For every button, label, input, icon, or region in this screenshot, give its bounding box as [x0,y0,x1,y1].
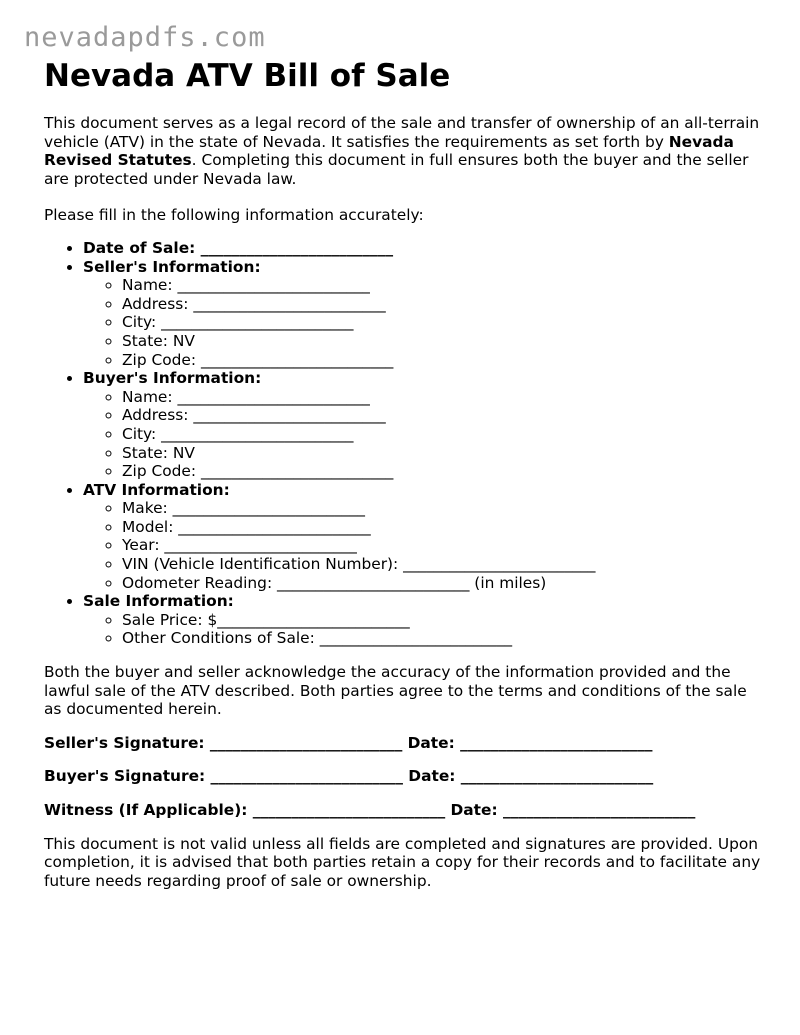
validity-notice: This document is not valid unless all fields are completed and signatures are provided. Upon completion, it is advised that both parties retain a copy for their records and to facilitate any future needs regarding proof of sale or ownership. [44,834,761,890]
seller-name-field: ◦ Name: _________________________ [122,276,764,295]
list-item [83,258,764,370]
buyer-signature-line: Buyer's Signature: _________________________ Date: _________________________ [44,767,654,786]
seller-city-field: ◦ City: _________________________ [122,313,764,332]
list-item [83,592,764,648]
buyer-zip-field: ◦ Zip Code: _________________________ [122,462,764,481]
list-item [83,239,764,258]
atv-odometer-field: ◦ Odometer Reading: _________________________ (in miles) [122,574,764,593]
witness-signature-line: Witness (If Applicable): _________________________ Date: _________________________ [44,801,696,819]
sale-price-field: ◦ Sale Price: $_________________________ [122,611,764,630]
intro-text-1: This document serves as a legal record of the sale and transfer of ownership of an all-terrain vehicle (ATV) in the state of Nevada. It satisfies the requirements as set forth by [44,114,760,151]
atv-model-field: ◦ Model: _________________________ [122,518,764,537]
buyer-state-field: ◦ State: NV [122,444,764,463]
buyer-city-field: ◦ City: _________________________ [122,425,764,444]
atv-make-field: ◦ Make: _________________________ [122,499,764,518]
intro-text-2: . Completing this document in full ensures both the buyer and the seller are protected under Nevada law. [44,151,749,188]
seller-fields [83,276,764,369]
list-item [83,369,764,481]
sale-heading: Sale Information: [83,592,234,611]
acknowledgment-paragraph: Both the buyer and seller acknowledge the accuracy of the information provided and the lawful sale of the ATV described. Both parties agree to the terms and conditions of the sale as documented herein. [44,663,747,719]
intro-paragraph [44,114,764,188]
atv-heading: ATV Information: [83,480,230,499]
intro-statutes: Nevada Revised Statutes [44,132,734,170]
atv-fields [83,499,764,592]
page-title: Nevada ATV Bill of Sale [44,58,451,94]
form-field-list [44,239,764,648]
seller-address-field: ◦ Address: _________________________ [122,295,764,314]
buyer-fields [83,388,764,481]
watermark: nevadapdfs.com [24,22,266,53]
sale-conditions-field: ◦ Other Conditions of Sale: _________________________ [122,629,764,648]
document-body [44,56,764,890]
sale-fields [83,611,764,648]
seller-signature-line: Seller's Signature: _________________________ Date: _________________________ [44,733,653,752]
buyer-address-field: ◦ Address: _________________________ [122,406,764,425]
seller-zip-field: ◦ Zip Code: _________________________ [122,351,764,370]
seller-heading: Seller's Information: [83,257,261,276]
instruction-text: Please fill in the following information accurately: [44,206,424,225]
buyer-heading: Buyer's Information: [83,369,262,388]
list-item [83,481,764,593]
buyer-name-field: ◦ Name: _________________________ [122,388,764,407]
atv-year-field: ◦ Year: _________________________ [122,536,764,555]
atv-vin-field: ◦ VIN (Vehicle Identification Number): _________________________ [122,555,764,574]
date-of-sale-field: Date of Sale: _________________________ [83,238,394,257]
seller-state-field: ◦ State: NV [122,332,764,351]
